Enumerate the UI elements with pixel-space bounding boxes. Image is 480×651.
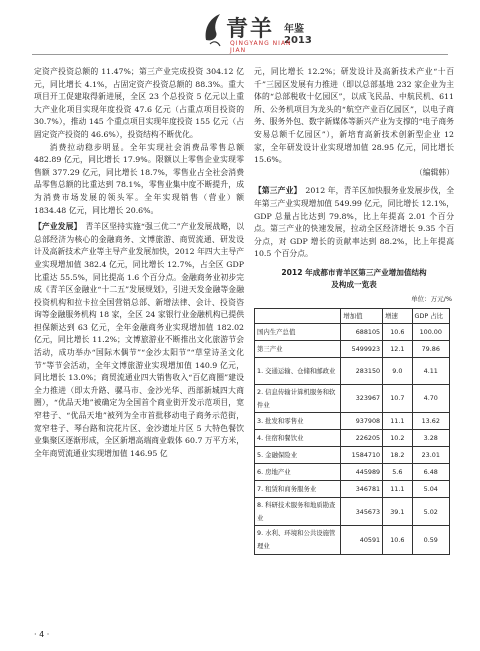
editor-signature: （编辑韩）	[415, 167, 454, 177]
table-cell: 23.01	[412, 447, 449, 464]
table-row	[255, 430, 450, 447]
section-industry	[34, 221, 244, 460]
table-cell: 4.11	[412, 358, 449, 385]
table-header-cell: 增速	[383, 308, 412, 324]
section-title: 【第三产业】	[254, 186, 298, 196]
section-title: 【产业发展】	[34, 222, 78, 232]
table-cell: 5. 金融保险业	[255, 447, 341, 464]
table-cell: 4.70	[412, 385, 449, 413]
logo-year-label: 年鉴	[284, 24, 304, 35]
bird-icon	[200, 10, 226, 48]
table-cell: 5499923	[341, 341, 383, 358]
table-cell: 688105	[341, 324, 383, 341]
table-cell: 1584710	[341, 447, 383, 464]
table-row	[255, 526, 450, 554]
table-cell: 5.6	[383, 464, 412, 481]
paragraph: 青羊区坚持实施“强三优二”产业发展战略，以总部经济为核心的金融商务、文博旅游、商贸流通、研发设计及高新技术产业等主导产业发展加快，2012 年四大主导产业实现增加值 382.4 亿元，同比增长 12.7%，占全区 GDP 比重达 55.5%，同比提高 1.6 个百分点。金融商务业初步完成《青羊区金融业“十二五”发展规划》，引进天发金融等金融投资机构和拉卡拉全国营销总部、新增法律、会计、投资咨询等金融服务机构 18 家，全区 24 家银行业金融机构已提供担保额达到 63 亿元，全年金融商务业实现增加值 182.02 亿元，同比增长 11.2%；文博旅游业不断推出文化旅游节会活动，成功举办“国际木偶节”“金沙太阳节”“草堂诗圣文化节”等节会活动，全年文博旅游业实现增加值 140.9 亿元，同比增长 13.0%；商贸流通业四大销售收入“百亿商圈”建设全力推进（即太升路、骡马市、金沙光华、西部新城四大商圈），“优品天地”被确定为全国首个商业街开发示范项目，宽窄巷子、“优品天地”被列为全市首批移动电子商务示范街，宽窄巷子、琴台路和浣花片区、金沙遗址片区 5 大特色餐饮业集聚区逐渐形成，全区新增高端商业载体 60.7 万平方米，全年商贸流通业实现增加值 146.95 亿	[34, 222, 244, 458]
table-cell: 345673	[341, 498, 383, 526]
table-cell: 937908	[341, 413, 383, 430]
yearbook-logo	[200, 6, 312, 54]
table-cell: 4. 住宿和餐饮业	[255, 430, 341, 447]
table-cell: 323967	[341, 385, 383, 413]
table-cell: 39.1	[383, 498, 412, 526]
table-cell: 10.2	[383, 430, 412, 447]
table-cell: 346781	[341, 481, 383, 498]
table-cell: 0.59	[412, 526, 449, 554]
table-cell: 10.6	[383, 324, 412, 341]
logo-subtitle: QINGYANG NIAN JIAN	[230, 40, 292, 54]
table-title	[254, 267, 454, 291]
table-header-cell	[255, 308, 341, 324]
table-row	[255, 385, 450, 413]
table-cell: 9. 水利、环境和公共设施管理业	[255, 526, 341, 554]
table-cell: 11.1	[383, 413, 412, 430]
table-row	[255, 481, 450, 498]
left-column	[34, 66, 244, 460]
table-cell: 8. 科研技术服务和地质勘查业	[255, 498, 341, 526]
table-cell: 3.28	[412, 430, 449, 447]
table-cell: 2. 信息传输计算机服务和软件业	[255, 385, 341, 413]
table-cell: 445989	[341, 464, 383, 481]
table-unit: 单位：万元/%	[411, 294, 452, 303]
right-column	[254, 66, 454, 555]
header-divider	[32, 54, 448, 55]
table-cell: 3. 批发和零售业	[255, 413, 341, 430]
section-tertiary	[254, 185, 454, 261]
table-cell: 1. 交通运输、仓储和邮政业	[255, 358, 341, 385]
table-cell: 5.02	[412, 498, 449, 526]
table-row	[255, 447, 450, 464]
tertiary-industry-table	[254, 308, 450, 555]
table-cell: 6. 房地产业	[255, 464, 341, 481]
page-header	[0, 0, 480, 60]
table-cell: 11.1	[383, 481, 412, 498]
table-cell: 12.1	[383, 341, 412, 358]
table-cell: 9.0	[383, 358, 412, 385]
table-cell: 18.2	[383, 447, 412, 464]
table-cell: 6.48	[412, 464, 449, 481]
table-cell: 283150	[341, 358, 383, 385]
logo-title: 青羊	[226, 16, 275, 42]
page-number: · 4 ·	[34, 630, 50, 639]
table-cell: 5.04	[412, 481, 449, 498]
table-cell: 79.86	[412, 341, 449, 358]
table-row	[255, 464, 450, 481]
table-cell: 第三产业	[255, 341, 341, 358]
paragraph: 定资产投资总额的 11.47%；第三产业完成投资 304.12 亿元，同比增长 4.1%，占固定资产投资总额的 88.3%。重大项目开工促建取得新进展，全区 23 个总投资 5 亿元以上重大产业化项目实现年度投资 47.6 亿元（占重点项目投资的 30.7%），推动 145 个重点项目实现年度投资 155 亿元（占固定资产投资的 46.6%），投资结构不断优化。	[34, 67, 244, 139]
table-header-cell: 增加值	[341, 308, 383, 324]
table-header-cell: GDP 占比	[412, 308, 449, 324]
paragraph: 元，同比增长 12.2%；研发设计及高新技术产业“十百千”三园区发展有力推进（即以总部基地 232 家企业为主体的“总部税收十亿园区”，以成飞民品、中航民机、611 所、公务机项目为龙头的“航空产业百亿园区”，以电子商务、服务外包、数字新媒体等新兴产业为支撑的“电子商务安易总额千亿园区”），新培育高新技术创新型企业 12 家，全年研发设计业实现增加值 28.95 亿元，同比增长 15.6%。	[254, 67, 454, 165]
table-cell: 13.62	[412, 413, 449, 430]
logo-year-number: 2013	[284, 35, 312, 46]
table-cell: 国内生产总值	[255, 324, 341, 341]
table-cell: 226205	[341, 430, 383, 447]
table-row	[255, 413, 450, 430]
table-cell: 40591	[341, 526, 383, 554]
table-row	[255, 341, 450, 358]
paragraph: 消费拉动稳步明显。全年实现社会消费品零售总额 482.89 亿元，同比增长 17.9%。限额以上零售企业实现零售额 377.29 亿元，同比增长 18.7%，零售业占全社会消费品零售总额的比重达到 78.1%，零售业集中度不断提升，成为消费市场发展的领头军。全年实现销售（营业）额 1834.48 亿元，同比增长 20.6%。	[34, 142, 244, 215]
table-cell: 7. 租赁和商务服务业	[255, 481, 341, 498]
paragraph: 2012 年，青羊区加快服务业发展步伐，全年第三产业实现增加值 549.99 亿元，同比增长 12.1%，GDP 总量占比达到 79.8%，比上年提高 2.01 个百分点。第三产业的快速发展，拉动全区经济增长 9.35 个百分点，对 GDP 增长的贡献率达到 88.2%，比上年提高 10.5 个百分点。	[254, 186, 454, 259]
table-cell: 10.7	[383, 385, 412, 413]
table-cell: 100.00	[412, 324, 449, 341]
table-header-row	[255, 308, 450, 324]
table-row	[255, 498, 450, 526]
table-cell: 10.6	[383, 526, 412, 554]
table-title-line: 及构成一览表	[331, 279, 377, 289]
table-row	[255, 324, 450, 341]
table-row	[255, 358, 450, 385]
table-title-line: 2012 年成都市青羊区第三产业增加值结构	[281, 267, 427, 277]
